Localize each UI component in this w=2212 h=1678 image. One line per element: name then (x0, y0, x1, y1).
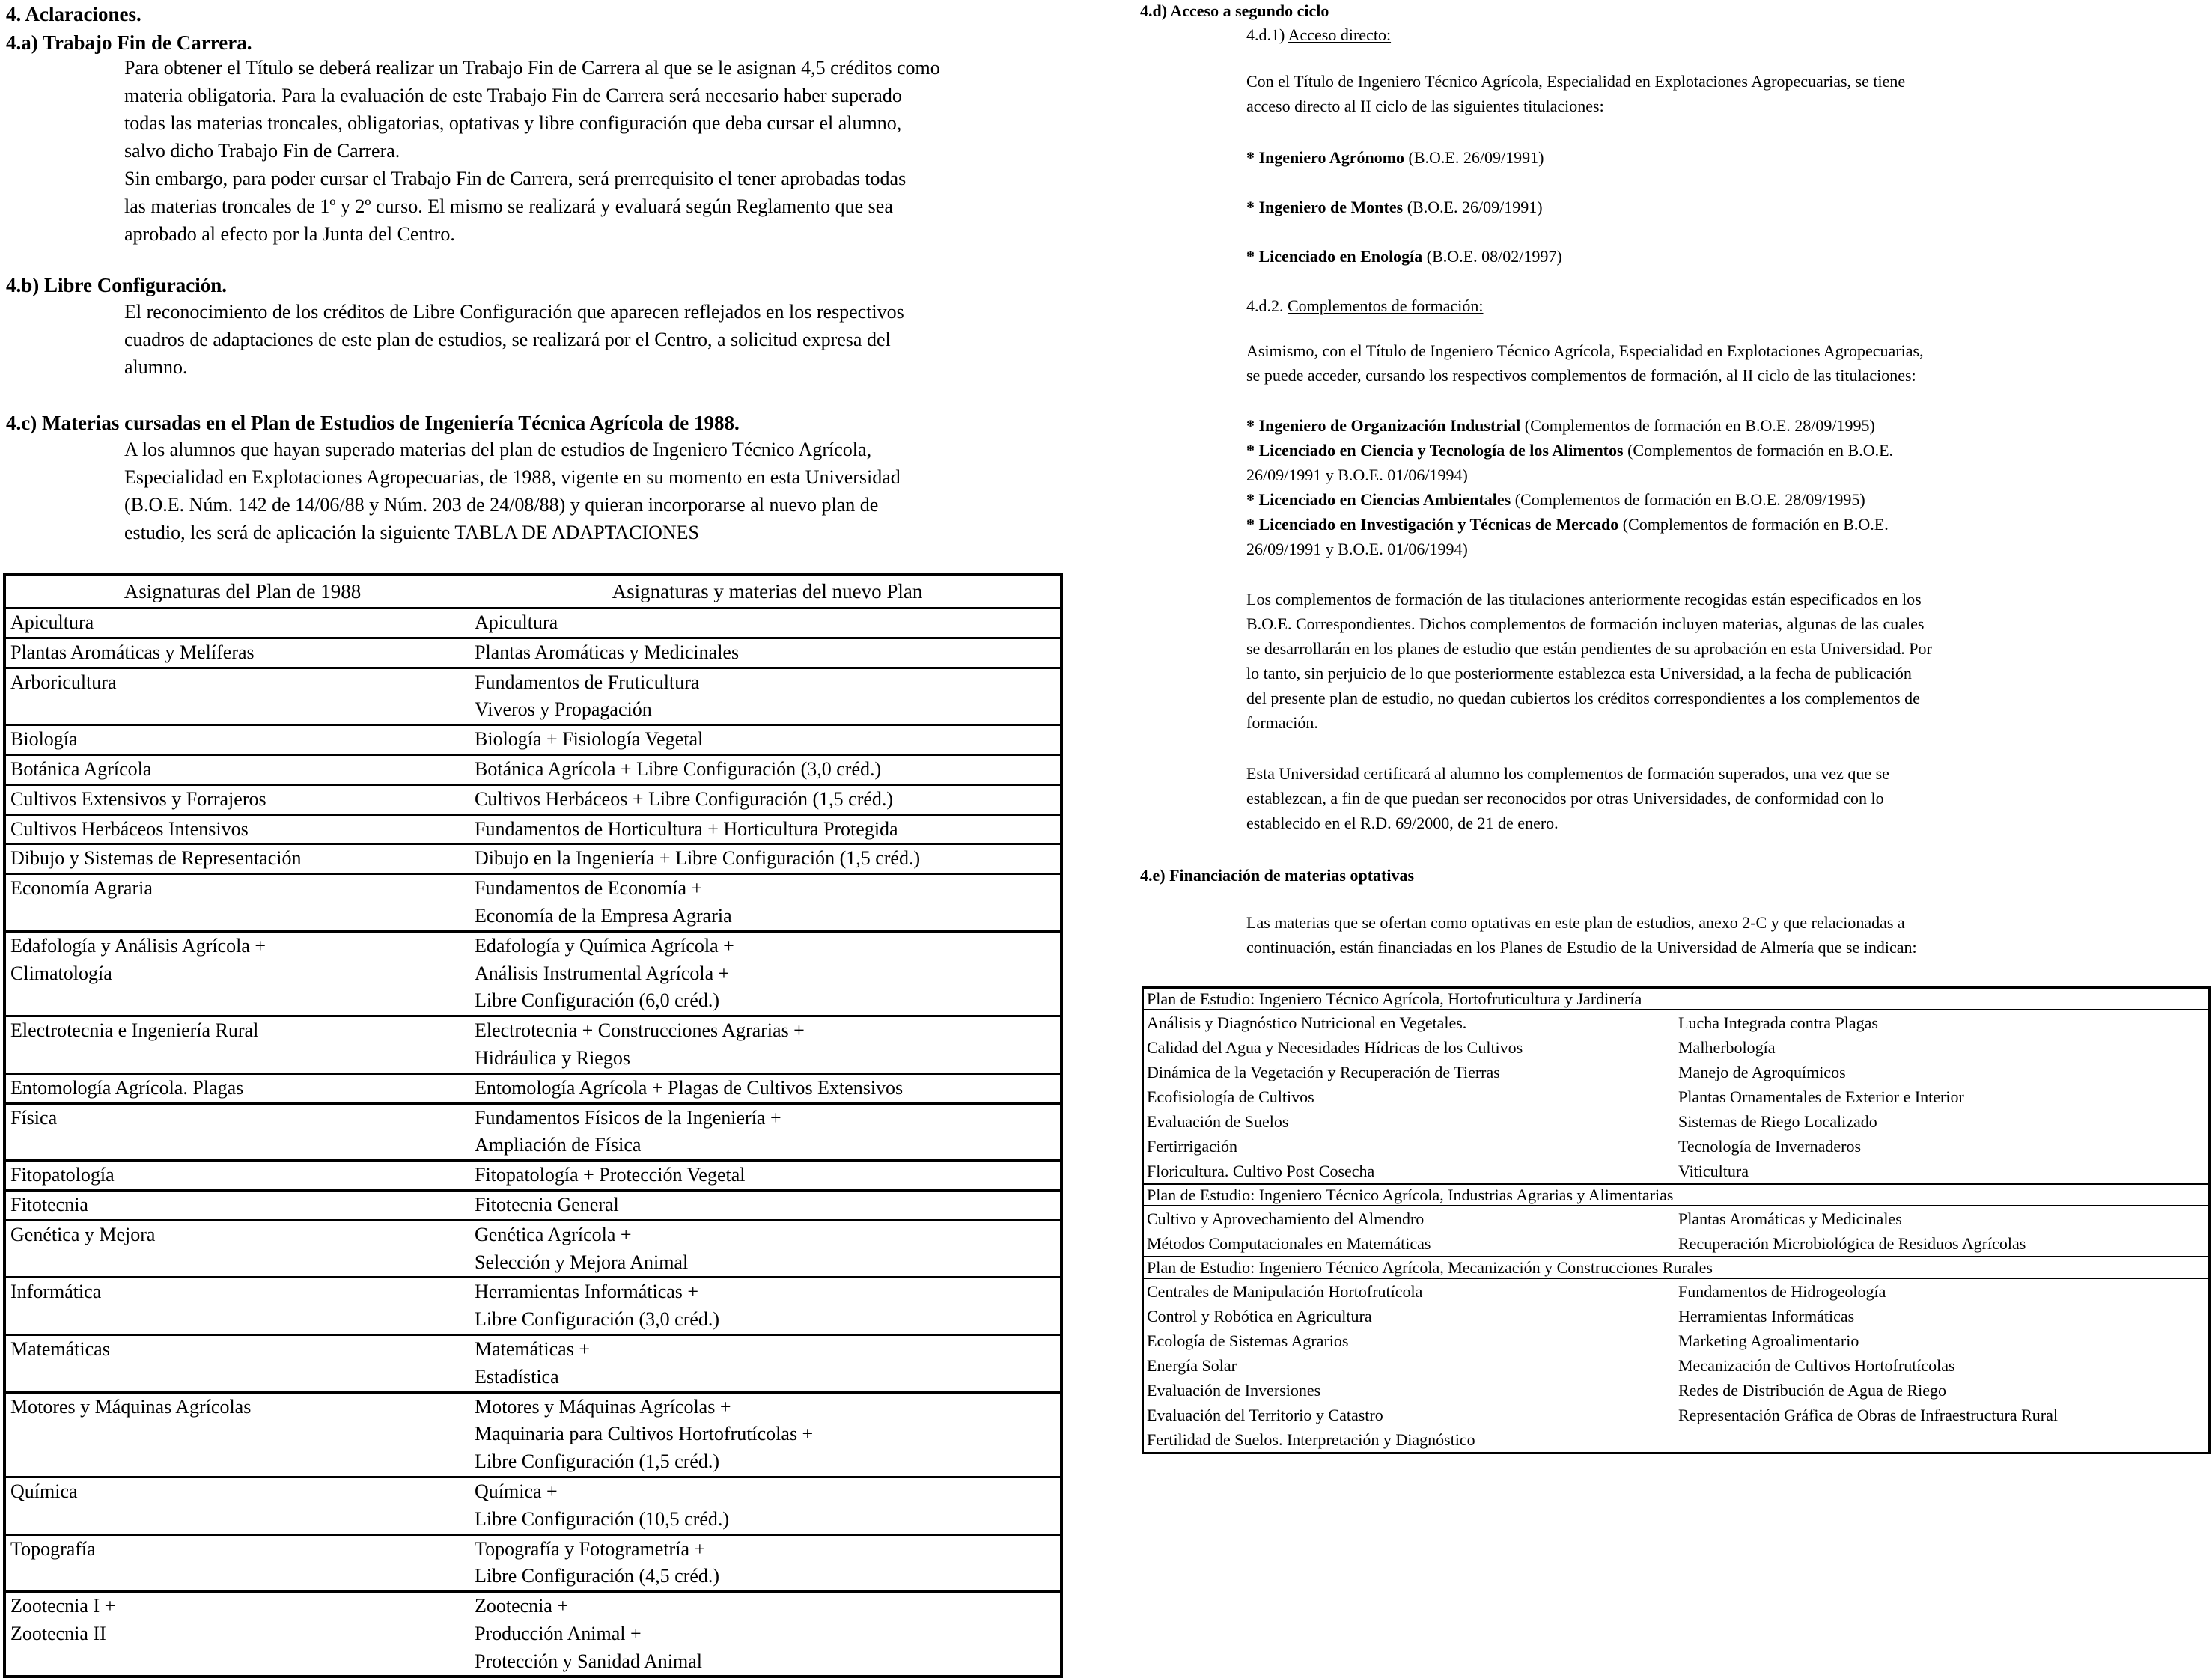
table-row (6, 933, 1060, 1017)
old-subject-cell (6, 1278, 475, 1334)
cell-line: Biología + Fisiología Vegetal (475, 728, 704, 751)
cell-line: Biología (10, 728, 78, 751)
new-subject-cell (475, 1105, 1060, 1160)
subject-cell: Plantas Ornamentales de Exterior e Interior (1678, 1087, 1964, 1106)
cell-line: Cultivos Extensivos y Forrajeros (10, 787, 266, 810)
subject-cell: Ecofisiología de Cultivos (1147, 1087, 1314, 1106)
cell-line: Fitotecnia General (475, 1193, 619, 1215)
new-subject-cell (475, 1394, 1060, 1476)
cell-line: Genética y Mejora (10, 1223, 156, 1245)
subject-cell: Manejo de Agroquímicos (1678, 1063, 1846, 1081)
table-row (6, 609, 1060, 639)
degree-name: * Ingeniero de Montes (1246, 198, 1404, 216)
cell-line: Física (10, 1106, 58, 1129)
old-subject-cell (6, 1478, 475, 1534)
cell-line: Motores y Máquinas Agrícolas + (475, 1395, 731, 1418)
paragraph-certification (1246, 761, 1889, 835)
paragraph-line: las materias troncales de 1º y 2º curso. El mismo se realizará y evaluará según Reglamento que sea (124, 195, 893, 217)
table-row (6, 639, 1060, 669)
complements-list (1246, 413, 1893, 561)
table-row (6, 1278, 1060, 1336)
new-subject-cell (475, 1336, 1060, 1391)
table-row (6, 726, 1060, 756)
subject-cell: Fertirrigación (1147, 1137, 1237, 1156)
cell-line: Matemáticas (10, 1337, 110, 1360)
old-subject-cell (6, 1017, 475, 1073)
plan-title: Plan de Estudio: Ingeniero Técnico Agrícola, Mecanización y Construcciones Rurales (1144, 1256, 2208, 1279)
subject-cell: Malherbología (1678, 1038, 1776, 1057)
cell-line: Libre Configuración (3,0 créd.) (475, 1308, 720, 1331)
cell-line: Cultivos Herbáceos Intensivos (10, 817, 249, 840)
cell-line: Apicultura (475, 611, 558, 633)
paragraph-line: materia obligatoria. Para la evaluación de este Trabajo Fin de Carrera será necesario haber superado (124, 85, 902, 106)
old-subject-cell (6, 1075, 475, 1102)
cell-line: Producción Animal + (475, 1622, 642, 1644)
table-row (1144, 1403, 2208, 1427)
direct-access-item (1246, 244, 1562, 269)
table-row (1144, 1206, 2208, 1231)
plan-title: Plan de Estudio: Ingeniero Técnico Agrícola, Hortofruticultura y Jardinería (1144, 989, 2208, 1010)
cell-line: Libre Configuración (6,0 créd.) (475, 989, 720, 1012)
old-subject-cell (6, 1162, 475, 1189)
paragraph-4e (1246, 910, 1917, 959)
subject-cell: Floricultura. Cultivo Post Cosecha (1147, 1162, 1375, 1180)
cell-line: Ampliación de Física (475, 1134, 642, 1156)
cell-line: Entomología Agrícola + Plagas de Cultivos Extensivos (475, 1076, 904, 1099)
cell-line: Maquinaria para Cultivos Hortofrutícolas + (475, 1423, 814, 1445)
subject-cell: Marketing Agroalimentario (1678, 1331, 1859, 1350)
subject-cell: Evaluación de Inversiones (1147, 1381, 1321, 1400)
cell-line: Análisis Instrumental Agrícola + (475, 962, 730, 984)
old-subject-cell (6, 816, 475, 843)
subject-cell: Ecología de Sistemas Agrarios (1147, 1331, 1349, 1350)
degree-name: * Licenciado en Investigación y Técnicas de Mercado (1246, 515, 1619, 534)
old-subject-cell (6, 1192, 475, 1219)
subject-cell: Calidad del Agua y Necesidades Hídricas de los Cultivos (1147, 1038, 1523, 1057)
new-subject-cell (475, 1075, 1060, 1102)
cell-line: Plantas Aromáticas y Medicinales (475, 641, 740, 663)
cell-line: Fitopatología (10, 1164, 115, 1186)
new-subject-cell (475, 845, 1060, 873)
table-row (1144, 1353, 2208, 1378)
table-row (6, 1162, 1060, 1192)
table-row (1144, 1279, 2208, 1304)
paragraph-line: estudio, les será de aplicación la siguiente TABLA DE ADAPTACIONES (124, 522, 700, 543)
table-row (6, 1221, 1060, 1279)
new-subject-cell (475, 1017, 1060, 1073)
degree-name: * Licenciado en Ciencia y Tecnología de los Alimentos (1246, 441, 1624, 460)
boe-reference: (B.O.E. 26/09/1991) (1403, 198, 1543, 216)
paragraph-line: Especialidad en Explotaciones Agropecuarias, de 1988, vigente en su momento en esta Universidad (124, 466, 901, 488)
table-row (6, 669, 1060, 727)
table-row (6, 1192, 1060, 1221)
heading-4d1-title: Acceso directo: (1288, 25, 1392, 44)
new-subject-cell (475, 726, 1060, 754)
cell-line: Herramientas Informáticas + (475, 1281, 699, 1303)
boe-reference: (Complementos de formación en B.O.E. 28/09/1995) (1511, 490, 1865, 509)
subject-cell: Control y Robótica en Agricultura (1147, 1307, 1372, 1325)
old-subject-cell (6, 1221, 475, 1277)
cell-line: Edafología y Análisis Agrícola + (10, 934, 266, 957)
cell-line: Viveros y Propagación (475, 698, 652, 721)
cell-line: Estadística (475, 1365, 559, 1388)
direct-access-item (1246, 145, 1544, 170)
paragraph-line: alumno. (124, 356, 188, 378)
old-subject-cell (6, 609, 475, 637)
boe-reference: 26/09/1991 y B.O.E. 01/06/1994) (1246, 466, 1468, 484)
cell-line: Fundamentos de Fruticultura (475, 671, 700, 693)
cell-line: Genética Agrícola + (475, 1223, 632, 1245)
cell-line: Climatología (10, 962, 112, 984)
subject-cell: Sistemas de Riego Localizado (1678, 1112, 1877, 1131)
heading-4d2-number: 4.d.2. (1246, 296, 1288, 315)
complement-item (1246, 487, 1893, 512)
heading-4d1-number: 4.d.1) (1246, 25, 1288, 44)
cell-line: Libre Configuración (1,5 créd.) (475, 1450, 720, 1473)
plan-title: Plan de Estudio: Ingeniero Técnico Agrícola, Industrias Agrarias y Alimentarias (1144, 1183, 2208, 1206)
boe-reference: (Complementos de formación en B.O.E. (1618, 515, 1889, 534)
old-subject-cell (6, 1336, 475, 1391)
optional-subjects-table (1142, 986, 2211, 1454)
table-row (1144, 1304, 2208, 1328)
paragraph-line: El reconocimiento de los créditos de Libre Configuración que aparecen reflejados en los respectivos (124, 301, 904, 323)
subject-cell: Fertilidad de Suelos. Interpretación y Diagnóstico (1147, 1430, 1475, 1449)
paragraph-complements-note (1246, 587, 1932, 735)
paragraph-4c (124, 436, 901, 546)
new-subject-cell (475, 1221, 1060, 1277)
old-subject-cell (6, 933, 475, 1015)
cell-line: Plantas Aromáticas y Melíferas (10, 641, 255, 663)
cell-line: Fundamentos Físicos de la Ingeniería + (475, 1106, 781, 1129)
paragraph-line: Asimismo, con el Título de Ingeniero Técnico Agrícola, Especialidad en Explotaciones Agropecuarias, (1246, 341, 1924, 360)
paragraph-line: se puede acceder, cursando los respectivos complementos de formación, al II ciclo de las titulaciones: (1246, 366, 1916, 385)
new-subject-cell (475, 1536, 1060, 1591)
adaptation-table (3, 573, 1063, 1678)
heading-4d1 (1246, 22, 1391, 47)
paragraph-line: continuación, están financiadas en los Planes de Estudio de la Universidad de Almería que se indican: (1246, 938, 1917, 957)
cell-line: Matemáticas + (475, 1337, 590, 1360)
boe-reference: (B.O.E. 26/09/1991) (1404, 148, 1544, 167)
subject-cell: Representación Gráfica de Obras de Infraestructura Rural (1678, 1406, 2058, 1424)
paragraph-line: salvo dicho Trabajo Fin de Carrera. (124, 140, 400, 162)
paragraph-line: acceso directo al II ciclo de las siguientes titulaciones: (1246, 97, 1604, 115)
new-subject-cell (475, 756, 1060, 784)
subject-cell: Mecanización de Cultivos Hortofrutícolas (1678, 1356, 1955, 1375)
table-row (6, 1017, 1060, 1075)
degree-name: * Licenciado en Enología (1246, 247, 1423, 266)
subject-cell: Evaluación de Suelos (1147, 1112, 1289, 1131)
subject-cell: Métodos Computacionales en Matemáticas (1147, 1234, 1431, 1253)
subject-cell: Dinámica de la Vegetación y Recuperación de Tierras (1147, 1063, 1500, 1081)
cell-line: Química (10, 1480, 78, 1502)
complement-item (1246, 438, 1893, 463)
table-row (1144, 1231, 2208, 1256)
degree-name: * Ingeniero de Organización Industrial (1246, 416, 1521, 435)
cell-line: Zootecnia I + (10, 1595, 116, 1617)
subject-cell: Evaluación del Territorio y Catastro (1147, 1406, 1383, 1424)
table-row (6, 816, 1060, 846)
paragraph-line: establezcan, a fin de que puedan ser reconocidos por otras Universidades, de conformidad con lo (1246, 789, 1884, 808)
complement-item (1246, 413, 1893, 438)
paragraph-4d1 (1246, 69, 1905, 118)
paragraph-line: Para obtener el Título se deberá realizar un Trabajo Fin de Carrera al que se le asignan 4,5 créditos como (124, 57, 940, 79)
old-subject-cell (6, 726, 475, 754)
table-row (6, 1336, 1060, 1394)
header-old-plan: Asignaturas del Plan de 1988 (124, 580, 362, 602)
table-row (6, 756, 1060, 786)
cell-line: Botánica Agrícola + Libre Configuración (3,0 créd.) (475, 757, 882, 780)
new-subject-cell (475, 609, 1060, 637)
subject-cell: Fundamentos de Hidrogeología (1678, 1282, 1886, 1301)
table-row (1144, 1378, 2208, 1403)
cell-line: Fitotecnia (10, 1193, 88, 1215)
new-subject-cell (475, 786, 1060, 814)
table-row (6, 786, 1060, 816)
cell-line: Cultivos Herbáceos + Libre Configuración (1,5 créd.) (475, 787, 894, 810)
cell-line: Dibujo y Sistemas de Representación (10, 847, 302, 870)
paragraph-line: Las materias que se ofertan como optativas en este plan de estudios, anexo 2-C y que relacionadas a (1246, 913, 1905, 932)
paragraph-4d2 (1246, 338, 1924, 388)
old-subject-cell (6, 845, 475, 873)
complement-item (1246, 512, 1893, 537)
table-row (6, 1394, 1060, 1478)
paragraph-4b (124, 298, 904, 381)
section-heading-4: 4. Aclaraciones. (6, 3, 141, 25)
paragraph-line: formación. (1246, 713, 1318, 732)
new-subject-cell (475, 933, 1060, 1015)
paragraph-line: se desarrollarán en los planes de estudio que están pendientes de su aprobación en esta Universidad. Por (1246, 639, 1932, 658)
cell-line: Electrotecnia + Construcciones Agrarias + (475, 1019, 805, 1042)
cell-line: Informática (10, 1281, 102, 1303)
cell-line: Motores y Máquinas Agrícolas (10, 1395, 252, 1418)
paragraph-line: Con el Título de Ingeniero Técnico Agrícola, Especialidad en Explotaciones Agropecuarias, se tiene (1246, 72, 1906, 91)
heading-4c: 4.c) Materias cursadas en el Plan de Estudios de Ingeniería Técnica Agrícola de 1988. (6, 412, 740, 434)
cell-line: Edafología y Química Agrícola + (475, 934, 734, 957)
subject-cell: Herramientas Informáticas (1678, 1307, 1855, 1325)
subject-cell: Plantas Aromáticas y Medicinales (1678, 1209, 1902, 1228)
heading-4d2 (1246, 293, 1484, 318)
heading-4d: 4.d) Acceso a segundo ciclo (1140, 1, 1329, 20)
paragraph-line: cuadros de adaptaciones de este plan de estudios, se realizará por el Centro, a solicitud expresa del (124, 329, 891, 350)
degree-name: * Licenciado en Ciencias Ambientales (1246, 490, 1511, 509)
cell-line: Entomología Agrícola. Plagas (10, 1076, 244, 1099)
new-subject-cell (475, 639, 1060, 667)
cell-line: Apicultura (10, 611, 94, 633)
paragraph-line: Sin embargo, para poder cursar el Trabajo Fin de Carrera, será prerrequisito el tener aprobadas todas (124, 168, 907, 189)
subject-cell: Lucha Integrada contra Plagas (1678, 1013, 1878, 1032)
table-row (1144, 1035, 2208, 1060)
boe-reference: 26/09/1991 y B.O.E. 01/06/1994) (1246, 540, 1468, 558)
old-subject-cell (6, 786, 475, 814)
cell-line: Selección y Mejora Animal (475, 1251, 689, 1273)
new-subject-cell (475, 1192, 1060, 1219)
table-row (1144, 1427, 2208, 1452)
complement-item (1246, 537, 1893, 561)
old-subject-cell (6, 875, 475, 930)
cell-line: Zootecnia II (10, 1622, 106, 1644)
new-subject-cell (475, 669, 1060, 724)
paragraph-line: aprobado al efecto por la Junta del Centro. (124, 223, 455, 245)
subject-cell: Centrales de Manipulación Hortofrutícola (1147, 1282, 1423, 1301)
table-row (1144, 1010, 2208, 1035)
heading-4b: 4.b) Libre Configuración. (6, 274, 228, 296)
table-row (1144, 1109, 2208, 1134)
table-row (6, 1075, 1060, 1105)
heading-4e: 4.e) Financiación de materias optativas (1140, 866, 1415, 885)
heading-4a: 4.a) Trabajo Fin de Carrera. (6, 31, 252, 54)
old-subject-cell (6, 1593, 475, 1675)
cell-line: Economía de la Empresa Agraria (475, 904, 732, 927)
table-row (6, 1536, 1060, 1593)
cell-line: Economía Agraria (10, 877, 153, 900)
paragraph-line: (B.O.E. Núm. 142 de 14/06/88 y Núm. 203 de 24/08/88) y quieran incorporarse al nuevo plan de (124, 494, 879, 516)
subject-cell: Viticultura (1678, 1162, 1749, 1180)
cell-line: Química + (475, 1480, 558, 1502)
cell-line: Libre Configuración (10,5 créd.) (475, 1507, 730, 1530)
new-subject-cell (475, 1478, 1060, 1534)
cell-line: Zootecnia + (475, 1595, 569, 1617)
table-row (1144, 1159, 2208, 1183)
table-row (6, 875, 1060, 933)
new-subject-cell (475, 1593, 1060, 1675)
degree-name: * Ingeniero Agrónomo (1246, 148, 1405, 167)
old-subject-cell (6, 1105, 475, 1160)
subject-cell: Cultivo y Aprovechamiento del Almendro (1147, 1209, 1425, 1228)
paragraph-4a (124, 54, 940, 248)
table-body (6, 609, 1060, 1675)
table-row (6, 1478, 1060, 1536)
cell-line: Arboricultura (10, 671, 117, 693)
new-subject-cell (475, 1162, 1060, 1189)
paragraph-line: lo tanto, sin perjuicio de lo que posteriormente establezca esta Universidad, a la fecha de publicación (1246, 664, 1912, 683)
cell-line: Fundamentos de Horticultura + Horticultura Protegida (475, 817, 898, 840)
cell-line: Dibujo en la Ingeniería + Libre Configuración (1,5 créd.) (475, 847, 921, 870)
table-row (6, 1105, 1060, 1162)
old-subject-cell (6, 1394, 475, 1476)
cell-line: Protección y Sanidad Animal (475, 1650, 703, 1672)
heading-4d2-title: Complementos de formación: (1288, 296, 1484, 315)
subject-cell: Tecnología de Invernaderos (1678, 1137, 1862, 1156)
old-subject-cell (6, 639, 475, 667)
header-new-plan: Asignaturas y materias del nuevo Plan (612, 580, 923, 602)
subject-cell (1678, 1427, 2208, 1452)
table-row (1144, 1060, 2208, 1084)
new-subject-cell (475, 1278, 1060, 1334)
table-row (1144, 1328, 2208, 1353)
cell-line: Fundamentos de Economía + (475, 877, 703, 900)
paragraph-line: B.O.E. Correspondientes. Dichos complementos de formación incluyen materias, algunas de las cuales (1246, 614, 1925, 633)
boe-reference: (Complementos de formación en B.O.E. 28/09/1995) (1520, 416, 1875, 435)
cell-line: Topografía y Fotogrametría + (475, 1537, 706, 1560)
paragraph-line: establecido en el R.D. 69/2000, de 21 de enero. (1246, 814, 1559, 832)
old-subject-cell (6, 756, 475, 784)
table-row (1144, 1084, 2208, 1109)
boe-reference: (Complementos de formación en B.O.E. (1623, 441, 1894, 460)
cell-line: Topografía (10, 1537, 96, 1560)
table-header (6, 576, 1060, 609)
old-subject-cell (6, 1536, 475, 1591)
cell-line: Electrotecnia e Ingeniería Rural (10, 1019, 259, 1042)
paragraph-line: Los complementos de formación de las titulaciones anteriormente recogidas están especificados en los (1246, 590, 1922, 608)
new-subject-cell (475, 816, 1060, 843)
boe-reference: (B.O.E. 08/02/1997) (1422, 247, 1562, 266)
table-row (6, 1593, 1060, 1675)
subject-cell: Redes de Distribución de Agua de Riego (1678, 1381, 1947, 1400)
direct-access-item (1246, 195, 1543, 219)
cell-line: Botánica Agrícola (10, 757, 152, 780)
paragraph-line: del presente plan de estudio, no quedan cubiertos los créditos correspondientes a los complementos de (1246, 689, 1920, 707)
new-subject-cell (475, 875, 1060, 930)
paragraph-line: todas las materias troncales, obligatorias, optativas y libre configuración que deba cursar el alumno, (124, 112, 902, 134)
paragraph-line: A los alumnos que hayan superado materias del plan de estudios de Ingeniero Técnico Agrícola, (124, 439, 872, 460)
subject-cell: Recuperación Microbiológica de Residuos Agrícolas (1678, 1234, 2026, 1253)
paragraph-line: Esta Universidad certificará al alumno los complementos de formación superados, una vez que se (1246, 764, 1889, 783)
subject-cell: Energía Solar (1147, 1356, 1237, 1375)
cell-line: Fitopatología + Protección Vegetal (475, 1164, 746, 1186)
old-subject-cell (6, 669, 475, 724)
table-row (1144, 1134, 2208, 1159)
complement-item (1246, 463, 1893, 487)
table-row (6, 845, 1060, 875)
cell-line: Libre Configuración (4,5 créd.) (475, 1565, 720, 1587)
cell-line: Hidráulica y Riegos (475, 1046, 630, 1069)
subject-cell: Análisis y Diagnóstico Nutricional en Vegetales. (1147, 1013, 1467, 1032)
